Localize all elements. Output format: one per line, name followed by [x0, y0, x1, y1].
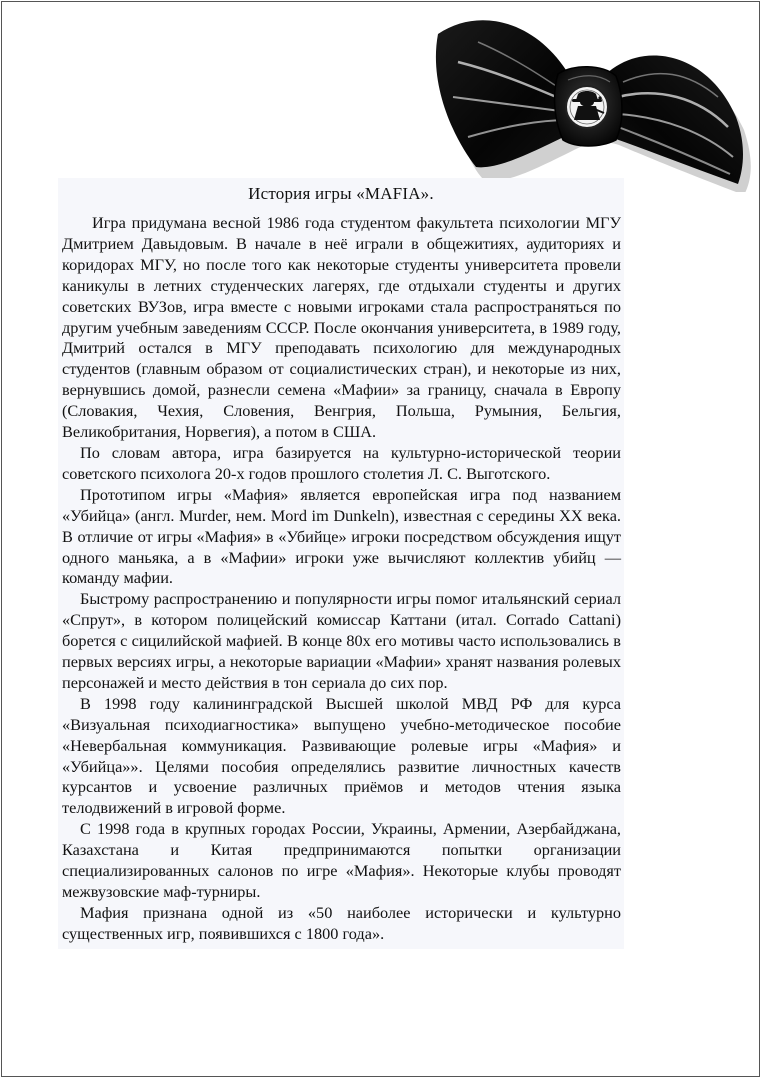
- paragraph-theory: По словам автора, игра базируется на культурно-исторической теории советского психолога 20-х годов прошлого столетия Л. С. Выготского.: [62, 442, 621, 483]
- paragraph-prototype: Прототипом игры «Мафия» является европейская игра под названием «Убийца» (англ. Murder, нем. Mord im Dunkeln), известная с середины XX века. В отличие от игры «Мафия» в «Убийце» игроки посредством обсуждения ищут одного маньяка, а в «Мафии» игроки уже вычисляют коллектив убийц — команду мафии.: [62, 484, 621, 588]
- paragraph-salons: С 1998 года в крупных городах России, Украины, Армении, Азербайджана, Казахстана и Китая предпринимаются попытки организации специализированных салонов по игре «Мафия». Некоторые клубы проводят межвузовские маф-турниры.: [62, 819, 621, 901]
- document-title: История игры «MAFIA».: [248, 184, 434, 203]
- bow-tie-illustration: [418, 2, 763, 192]
- spy-silhouette-icon: [566, 86, 608, 128]
- paragraph-recognition: Мафия признана одной из «50 наиболее исторически и культурно существенных игр, появившихся с 1800 года».: [62, 902, 621, 943]
- paragraph-spread: Быстрому распространению и популярности игры помог итальянский сериал «Спрут», в котором полицейский комиссар Каттани (итал. Corrado Cattani) борется с сицилийской мафией. В конце 80х его мотивы часто использовались в первых версиях игры, а некоторые вариации «Мафии» хранят названия ролевых персонажей и место действия в тон сериала до сих пор.: [62, 589, 621, 692]
- history-text-block: [58, 178, 624, 949]
- paragraph-origin: Игра придумана весной 1986 года студентом факультета психологии МГУ Дмитрием Давыдовым. В начале в неё играли в общежитиях, аудиториях и коридорах МГУ, но после того как некоторые студенты университета провели каникулы в летних студенческих лагерях, где отдыхали студенты и других советских ВУЗов, игра вместе с новыми игроками стала распространяться по другим учебным заведениям СССР. После окончания университета, в 1989 году, Дмитрий остался в МГУ преподавать психологию для международных студентов (главным образом от социалистических стран), и некоторые из них, вернувшись домой, разнесли семена «Мафии» за границу, сначала в Европу (Словакия, Чехия, Словения, Венгрия, Польша, Румыния, Бельгия, Великобритания, Норвегия), а потом в США.: [62, 213, 621, 442]
- paragraph-1998-manual: В 1998 году калининградской Высшей школой МВД РФ для курса «Визуальная психодиагностика» выпущено учебно-методическое пособие «Невербальная коммуникация. Развивающие ролевые игры «Мафия» и «Убийца»». Целями пособия определялись развитие личностных качеств курсантов и усвоение различных приёмов и методов чтения языка телодвижений в игровой форме.: [62, 693, 621, 818]
